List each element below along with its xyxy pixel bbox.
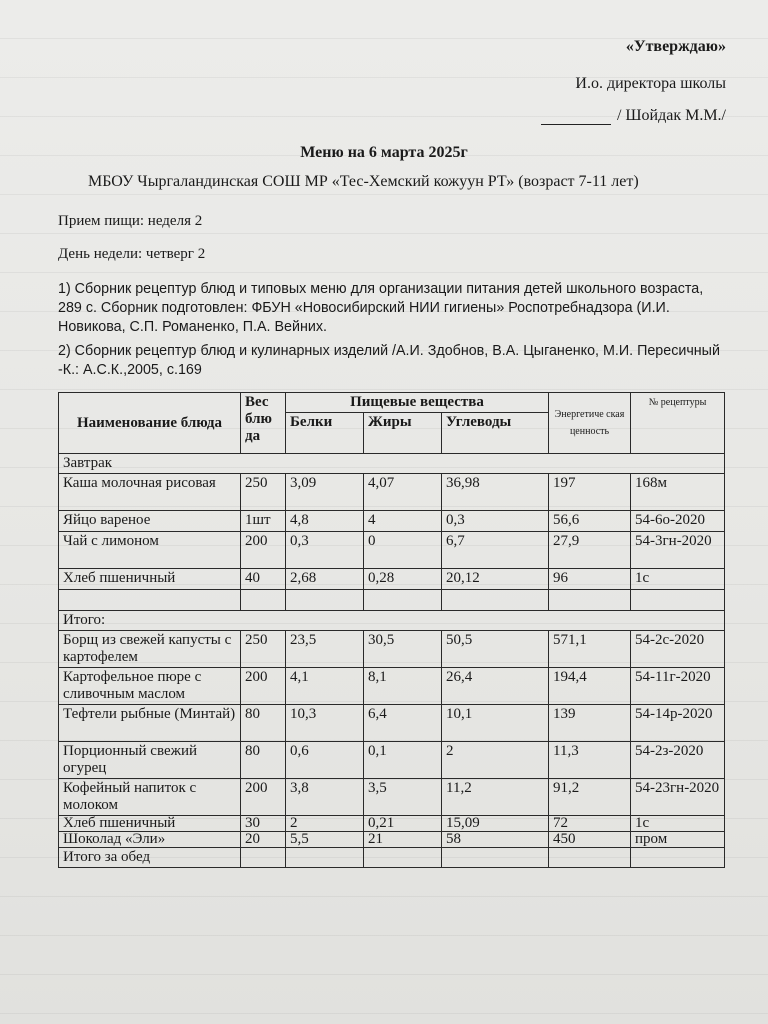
cell-protein: 2 (286, 816, 364, 832)
header-protein: Белки (286, 413, 364, 454)
cell-fat: 4 (364, 511, 442, 532)
cell-recipe: 168м (631, 474, 725, 511)
cell-recipe: 54-6о-2020 (631, 511, 725, 532)
table-row (59, 779, 725, 816)
cell-name: Хлеб пшеничный (59, 569, 241, 590)
cell-weight: 80 (241, 705, 286, 742)
cell-name: Тефтели рыбные (Минтай) (59, 705, 241, 742)
cell-weight: 200 (241, 779, 286, 816)
table-row (59, 631, 725, 668)
table-row (59, 511, 725, 532)
table-row (59, 742, 725, 779)
cell-weight: 200 (241, 668, 286, 705)
table-row (59, 668, 725, 705)
cell-weight: 1шт (241, 511, 286, 532)
signature-name: / Шойдак М.М./ (616, 107, 726, 124)
cell-recipe: 54-14р-2020 (631, 705, 725, 742)
cell-energy: 450 (549, 832, 631, 848)
cell-protein: 5,5 (286, 832, 364, 848)
cell-fat: 3,5 (364, 779, 442, 816)
section-total: Итого: (59, 611, 725, 631)
cell-energy: 571,1 (549, 631, 631, 668)
cell-recipe: 1с (631, 569, 725, 590)
menu-table (58, 392, 725, 868)
cell-carbs: 36,98 (442, 474, 549, 511)
cell-name: Яйцо вареное (59, 511, 241, 532)
cell-energy: 27,9 (549, 532, 631, 569)
cell-protein: 3,8 (286, 779, 364, 816)
cell-protein: 4,8 (286, 511, 364, 532)
header-weight: Вес блю да (241, 393, 286, 454)
cell-carbs: 11,2 (442, 779, 549, 816)
header-row-1 (59, 393, 725, 413)
cell-weight: 80 (241, 742, 286, 779)
cell-fat: 0,21 (364, 816, 442, 832)
cell-recipe: 1с (631, 816, 725, 832)
cell-fat: 21 (364, 832, 442, 848)
cell-fat: 4,07 (364, 474, 442, 511)
cell-energy: 56,6 (549, 511, 631, 532)
cell-fat: 0,28 (364, 569, 442, 590)
meal-week: Прием пищи: неделя 2 (58, 213, 203, 229)
section-row-total (59, 611, 725, 631)
cell-weight: 40 (241, 569, 286, 590)
cell-carbs: 58 (442, 832, 549, 848)
cell-carbs: 2 (442, 742, 549, 779)
source-reference-1: 1) Сборник рецептур блюд и типовых меню для организации питания детей школьного возраста, 289 с. Сборник подготовлен: ФБУН «Новосибирский НИИ гигиены» Роспотребнадзора (И.И. Новикова, С.П. Романенко, П.А. Вейних. (58, 281, 704, 335)
cell-recipe: 54-2з-2020 (631, 742, 725, 779)
cell-fat: 0 (364, 532, 442, 569)
cell-name: Хлеб пшеничный (59, 816, 241, 832)
table-row (59, 569, 725, 590)
weekday: День недели: четверг 2 (58, 246, 206, 262)
cell-carbs: 15,09 (442, 816, 549, 832)
cell-recipe: 54-3гн-2020 (631, 532, 725, 569)
approval-title: «Утверждаю» (625, 38, 726, 55)
cell-name: Шоколад «Эли» (59, 832, 241, 848)
cell-weight: 200 (241, 532, 286, 569)
cell-recipe: 54-11г-2020 (631, 668, 725, 705)
table-row (59, 532, 725, 569)
approval-signature (541, 107, 726, 125)
cell-protein: 23,5 (286, 631, 364, 668)
cell-weight: 250 (241, 631, 286, 668)
signature-line (541, 124, 611, 125)
cell-protein: 0,6 (286, 742, 364, 779)
school-name: МБОУ Чыргаландинская СОШ МР «Тес-Хемский кожуун РТ» (возраст 7-11 лет) (88, 173, 639, 190)
cell-weight: 250 (241, 474, 286, 511)
lunch-total-label: Итого за обед (59, 848, 241, 868)
cell-protein: 2,68 (286, 569, 364, 590)
cell-protein: 3,09 (286, 474, 364, 511)
table-row (59, 705, 725, 742)
cell-weight: 30 (241, 816, 286, 832)
cell-protein: 4,1 (286, 668, 364, 705)
source-reference-2: 2) Сборник рецептур блюд и кулинарных изделий /А.И. Здобнов, В.А. Цыганенко, М.И. Пересичный -К.: А.С.К.,2005, с.169 (58, 343, 720, 378)
cell-carbs: 10,1 (442, 705, 549, 742)
cell-name: Каша молочная рисовая (59, 474, 241, 511)
empty-row (59, 590, 725, 611)
cell-fat: 0,1 (364, 742, 442, 779)
cell-weight: 20 (241, 832, 286, 848)
section-row-breakfast (59, 454, 725, 474)
cell-fat: 30,5 (364, 631, 442, 668)
cell-name: Борщ из свежей капусты с картофелем (59, 631, 241, 668)
cell-name: Картофельное пюре с сливочным маслом (59, 668, 241, 705)
table-row (59, 474, 725, 511)
cell-name: Чай с лимоном (59, 532, 241, 569)
cell-energy: 194,4 (549, 668, 631, 705)
section-breakfast: Завтрак (59, 454, 725, 474)
header-carbs: Углеводы (442, 413, 549, 454)
header-energy: Энергетиче ская ценность (549, 393, 631, 454)
cell-energy: 11,3 (549, 742, 631, 779)
cell-energy: 139 (549, 705, 631, 742)
cell-name: Порционный свежий огурец (59, 742, 241, 779)
header-recipe: № рецептуры (631, 393, 725, 454)
cell-recipe: 54-2с-2020 (631, 631, 725, 668)
cell-energy: 197 (549, 474, 631, 511)
cell-fat: 6,4 (364, 705, 442, 742)
cell-recipe: пром (631, 832, 725, 848)
cell-protein: 10,3 (286, 705, 364, 742)
cell-carbs: 0,3 (442, 511, 549, 532)
cell-carbs: 26,4 (442, 668, 549, 705)
page-title: Меню на 6 марта 2025г (300, 144, 468, 161)
cell-energy: 91,2 (549, 779, 631, 816)
cell-carbs: 50,5 (442, 631, 549, 668)
header-fat: Жиры (364, 413, 442, 454)
cell-carbs: 6,7 (442, 532, 549, 569)
header-name: Наименование блюда (59, 393, 241, 454)
cell-fat: 8,1 (364, 668, 442, 705)
cell-energy: 96 (549, 569, 631, 590)
cell-carbs: 20,12 (442, 569, 549, 590)
section-row-lunch-total (59, 848, 725, 868)
cell-name: Кофейный напиток с молоком (59, 779, 241, 816)
cell-recipe: 54-23гн-2020 (631, 779, 725, 816)
approval-role: И.о. директора школы (575, 75, 726, 92)
cell-energy: 72 (549, 816, 631, 832)
table-row (59, 816, 725, 832)
cell-protein: 0,3 (286, 532, 364, 569)
table-row (59, 832, 725, 848)
header-nutrients: Пищевые вещества (286, 393, 549, 413)
